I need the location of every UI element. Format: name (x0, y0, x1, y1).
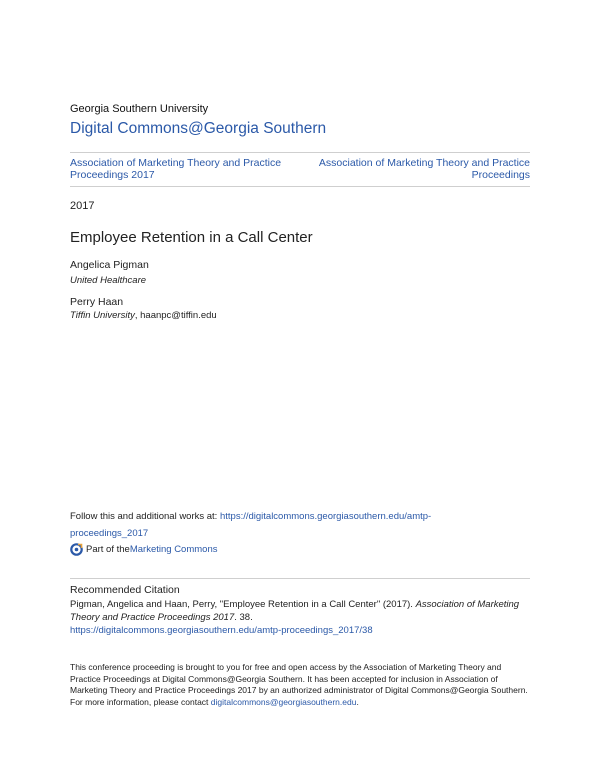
divider-top (70, 152, 530, 153)
author-name: Perry Haan (70, 296, 124, 308)
footer-text: This conference proceeding is brought to you for free and open access by the Association of Marketing Theory and Practice Proceedings at Digital Commons@Georgia Southern. It has been accepted for inclusion in Association of Marketing Theory and Practice Proceedings 2017 by an authorized administrator of Digital Commons@Georgia Southern. For more information, please contact (70, 662, 528, 707)
collection-link-2017[interactable]: Association of Marketing Theory and Practice Proceedings 2017 (70, 157, 282, 181)
citation-source: Association of Marketing Theory and Practice Proceedings 2017 (70, 599, 520, 623)
university-name: Georgia Southern University (70, 103, 209, 115)
marketing-commons-link[interactable]: Marketing Commons (129, 544, 218, 555)
citation-heading: Recommended Citation (70, 584, 180, 596)
part-of-line (70, 543, 217, 556)
citation-suffix: . 38. (234, 612, 253, 623)
footer-notice (70, 662, 532, 708)
part-of-prefix: Part of the (86, 544, 130, 555)
author-email[interactable]: haanpc@tiffin.edu (140, 310, 217, 321)
author-name: Angelica Pigman (70, 259, 149, 271)
paper-title: Employee Retention in a Call Center (70, 229, 313, 246)
follow-url-link[interactable]: https://digitalcommons.georgiasouthern.edu/amtp-proceedings_2017 (70, 511, 432, 539)
affiliation-text: Tiffin University (70, 310, 135, 321)
citation-text (70, 598, 532, 637)
author-affiliation: Tiffin University, haanpc@tiffin.edu (70, 310, 217, 321)
citation-body: Pigman, Angelica and Haan, Perry, "Employee Retention in a Call Center" (2017). (70, 599, 416, 610)
divider-citation (70, 578, 530, 579)
citation-url-link[interactable]: https://digitalcommons.georgiasouthern.edu/amtp-proceedings_2017/38 (70, 625, 373, 636)
commons-network-icon (70, 543, 83, 556)
divider-bottom (70, 186, 530, 187)
contact-email-link[interactable]: digitalcommons@georgiasouthern.edu (210, 696, 357, 707)
follow-works (70, 508, 490, 542)
collection-link-series[interactable]: Association of Marketing Theory and Practice Proceedings (318, 157, 530, 181)
follow-prefix: Follow this and additional works at: (70, 511, 220, 522)
author-affiliation (70, 275, 146, 286)
publication-year: 2017 (70, 200, 95, 212)
site-name-link[interactable]: Digital Commons@Georgia Southern (70, 120, 327, 137)
affiliation-text: United Healthcare (70, 275, 147, 286)
footer-end: . (356, 696, 359, 707)
